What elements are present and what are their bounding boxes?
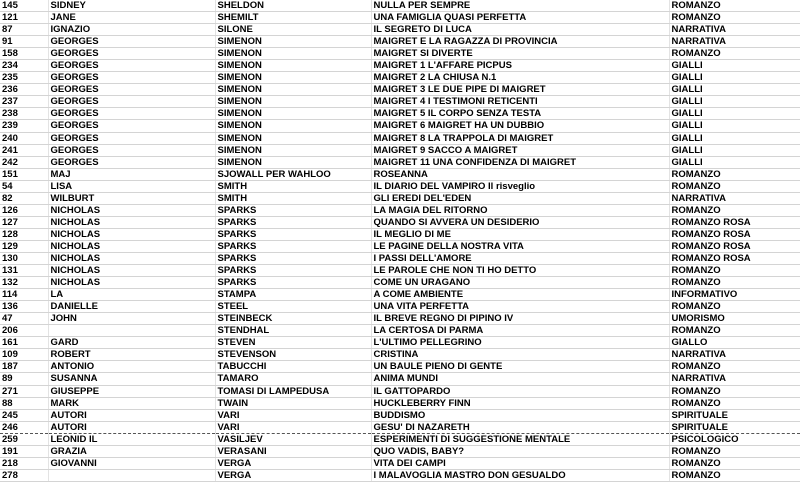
cell-last-name[interactable]: SIMENON [215,132,371,144]
cell-title[interactable]: NULLA PER SEMPRE [371,0,669,12]
cell-title[interactable]: VITA DEI CAMPI [371,457,669,469]
table-row [0,421,800,433]
cell-genre[interactable]: NARRATIVA [669,24,800,36]
cell-genre[interactable]: ROMANZO [669,265,800,277]
cell-first-name[interactable]: MAJ [48,168,215,180]
cell-title[interactable]: LA MAGIA DEL RITORNO [371,204,669,216]
cell-last-name[interactable]: SPARKS [215,277,371,289]
cell-last-name[interactable]: SIMENON [215,60,371,72]
cell-last-name[interactable]: SILONE [215,24,371,36]
cell-id[interactable]: 241 [0,144,48,156]
cell-first-name[interactable]: NICHOLAS [48,252,215,264]
cell-first-name[interactable]: AUTORI [48,421,215,433]
cell-first-name[interactable]: NICHOLAS [48,277,215,289]
cell-genre[interactable]: GIALLI [669,144,800,156]
table-row [0,180,800,192]
cell-genre[interactable]: ROMANZO [669,168,800,180]
cell-first-name[interactable]: JOHN [48,313,215,325]
table-row [0,108,800,120]
cell-last-name[interactable]: STEVENSON [215,349,371,361]
cell-first-name[interactable]: GEORGES [48,48,215,60]
cell-last-name[interactable]: SPARKS [215,252,371,264]
cell-title[interactable]: MAIGRET SI DIVERTE [371,48,669,60]
cell-genre[interactable]: GIALLI [669,156,800,168]
table-row [0,349,800,361]
cell-title[interactable]: BUDDISMO [371,409,669,421]
cell-genre[interactable]: GIALLI [669,60,800,72]
cell-title[interactable]: UN BAULE PIENO DI GENTE [371,361,669,373]
cell-id[interactable]: 88 [0,397,48,409]
cell-id[interactable]: 126 [0,204,48,216]
cell-title[interactable]: LE PAROLE CHE NON TI HO DETTO [371,265,669,277]
cell-last-name[interactable]: SJOWALL PER WAHLOO [215,168,371,180]
table-row [0,204,800,216]
cell-first-name[interactable]: NICHOLAS [48,228,215,240]
cell-genre[interactable]: NARRATIVA [669,36,800,48]
cell-genre[interactable]: NARRATIVA [669,373,800,385]
cell-id[interactable]: 114 [0,289,48,301]
table-row [0,277,800,289]
cell-first-name[interactable]: NICHOLAS [48,204,215,216]
cell-genre[interactable]: GIALLI [669,132,800,144]
table-row [0,192,800,204]
cell-id[interactable]: 240 [0,132,48,144]
table-row [0,120,800,132]
cell-first-name[interactable]: GEORGES [48,36,215,48]
cell-title[interactable]: MAIGRET 8 LA TRAPPOLA DI MAIGRET [371,132,669,144]
cell-genre[interactable]: ROMANZO ROSA [669,216,800,228]
cell-last-name[interactable]: VERASANI [215,445,371,457]
cell-id[interactable]: 242 [0,156,48,168]
table-row [0,373,800,385]
table-row [0,72,800,84]
table-row [0,36,800,48]
cell-id[interactable]: 130 [0,252,48,264]
cell-last-name[interactable]: SIMENON [215,48,371,60]
cell-genre[interactable]: ROMANZO [669,180,800,192]
table-row [0,24,800,36]
cell-id[interactable]: 109 [0,349,48,361]
cell-last-name[interactable]: STEVEN [215,337,371,349]
table-row [0,0,800,12]
cell-first-name[interactable]: NICHOLAS [48,265,215,277]
cell-title[interactable]: QUANDO SI AVVERA UN DESIDERIO [371,216,669,228]
cell-genre[interactable]: ROMANZO ROSA [669,228,800,240]
cell-title[interactable]: UNA VITA PERFETTA [371,301,669,313]
cell-last-name[interactable]: SPARKS [215,216,371,228]
cell-title[interactable]: ESPERIMENTI DI SUGGESTIONE MENTALE [371,433,669,445]
cell-id[interactable]: 89 [0,373,48,385]
cell-last-name[interactable]: SPARKS [215,204,371,216]
cell-last-name[interactable]: STENDHAL [215,325,371,337]
table-row [0,168,800,180]
cell-title[interactable]: MAIGRET 11 UNA CONFIDENZA DI MAIGRET [371,156,669,168]
table-row [0,12,800,24]
cell-id[interactable]: 206 [0,325,48,337]
cell-genre[interactable]: ROMANZO [669,397,800,409]
cell-genre[interactable]: ROMANZO [669,12,800,24]
cell-title[interactable]: IL SEGRETO DI LUCA [371,24,669,36]
cell-title[interactable]: MAIGRET 3 LE DUE PIPE DI MAIGRET [371,84,669,96]
table-row [0,397,800,409]
cell-last-name[interactable]: SIMENON [215,120,371,132]
cell-title[interactable]: IL DIARIO DEL VAMPIRO Il risveglio [371,180,669,192]
cell-last-name[interactable]: TAMARO [215,373,371,385]
cell-genre[interactable]: UMORISMO [669,313,800,325]
cell-first-name[interactable]: NICHOLAS [48,216,215,228]
cell-first-name[interactable]: MARK [48,397,215,409]
table-row [0,132,800,144]
table-row [0,301,800,313]
table-row [0,433,800,445]
cell-last-name[interactable]: TABUCCHI [215,361,371,373]
cell-first-name[interactable]: NICHOLAS [48,240,215,252]
cell-genre[interactable]: PSICOLOGICO [669,433,800,445]
cell-genre[interactable]: ROMANZO [669,469,800,481]
cell-first-name[interactable]: IGNAZIO [48,24,215,36]
cell-genre[interactable]: SPIRITUALE [669,421,800,433]
table-row [0,84,800,96]
table-row [0,144,800,156]
cell-first-name[interactable]: GEORGES [48,132,215,144]
cell-first-name[interactable]: AUTORI [48,409,215,421]
cell-genre[interactable]: ROMANZO [669,457,800,469]
cell-id[interactable]: 278 [0,469,48,481]
cell-title[interactable]: IL BREVE REGNO DI PIPINO IV [371,313,669,325]
cell-genre[interactable]: GIALLI [669,72,800,84]
cell-id[interactable]: 238 [0,108,48,120]
cell-genre[interactable]: ROMANZO [669,361,800,373]
cell-title[interactable]: MAIGRET E LA RAGAZZA DI PROVINCIA [371,36,669,48]
cell-first-name[interactable]: GIUSEPPE [48,385,215,397]
cell-id[interactable]: 54 [0,180,48,192]
table-row [0,48,800,60]
cell-first-name[interactable]: GRAZIA [48,445,215,457]
cell-title[interactable]: GLI EREDI DEL'EDEN [371,192,669,204]
cell-genre[interactable]: SPIRITUALE [669,409,800,421]
cell-first-name[interactable]: SUSANNA [48,373,215,385]
cell-id[interactable]: 129 [0,240,48,252]
cell-id[interactable]: 235 [0,72,48,84]
cell-id[interactable]: 271 [0,385,48,397]
cell-first-name[interactable]: GEORGES [48,72,215,84]
cell-first-name[interactable]: GEORGES [48,60,215,72]
cell-last-name[interactable]: STAMPA [215,289,371,301]
cell-genre[interactable]: ROMANZO [669,48,800,60]
cell-id[interactable]: 145 [0,0,48,12]
cell-first-name[interactable]: ANTONIO [48,361,215,373]
table-row [0,265,800,277]
cell-id[interactable]: 187 [0,361,48,373]
cell-title[interactable]: A COME AMBIENTE [371,289,669,301]
cell-id[interactable]: 191 [0,445,48,457]
table-row [0,240,800,252]
cell-last-name[interactable]: SHEMILT [215,12,371,24]
table-row [0,361,800,373]
cell-genre[interactable]: ROMANZO [669,385,800,397]
cell-first-name[interactable]: JANE [48,12,215,24]
cell-title[interactable]: MAIGRET 5 IL CORPO SENZA TESTA [371,108,669,120]
cell-id[interactable]: 91 [0,36,48,48]
cell-last-name[interactable]: SPARKS [215,228,371,240]
cell-genre[interactable]: ROMANZO [669,277,800,289]
cell-last-name[interactable]: VASILJEV [215,433,371,445]
cell-genre[interactable]: INFORMATIVO [669,289,800,301]
cell-first-name[interactable]: LISA [48,180,215,192]
cell-last-name[interactable]: VARI [215,421,371,433]
cell-last-name[interactable]: SIMENON [215,84,371,96]
table-row [0,445,800,457]
cell-title[interactable]: ROSEANNA [371,168,669,180]
cell-first-name[interactable]: ROBERT [48,349,215,361]
cell-first-name[interactable]: LA [48,289,215,301]
cell-genre[interactable]: NARRATIVA [669,192,800,204]
cell-genre[interactable]: ROMANZO [669,204,800,216]
cell-id[interactable]: 218 [0,457,48,469]
cell-genre[interactable]: ROMANZO [669,445,800,457]
cell-last-name[interactable]: VARI [215,409,371,421]
cell-genre[interactable]: ROMANZO ROSA [669,240,800,252]
cell-id[interactable]: 132 [0,277,48,289]
cell-id[interactable]: 127 [0,216,48,228]
cell-last-name[interactable]: STEEL [215,301,371,313]
cell-title[interactable]: COME UN URAGANO [371,277,669,289]
table-row [0,457,800,469]
cell-genre[interactable]: GIALLI [669,96,800,108]
cell-genre[interactable]: ROMANZO [669,0,800,12]
cell-genre[interactable]: GIALLI [669,120,800,132]
cell-first-name[interactable]: GEORGES [48,156,215,168]
cell-first-name[interactable]: LEONID IL [48,433,215,445]
cell-title[interactable]: MAIGRET 6 MAIGRET HA UN DUBBIO [371,120,669,132]
cell-title[interactable]: I MALAVOGLIA MASTRO DON GESUALDO [371,469,669,481]
table-row [0,156,800,168]
cell-last-name[interactable]: SPARKS [215,240,371,252]
cell-title[interactable]: I PASSI DELL'AMORE [371,252,669,264]
cell-title[interactable]: ANIMA MUNDI [371,373,669,385]
cell-first-name[interactable]: GEORGES [48,84,215,96]
cell-title[interactable]: HUCKLEBERRY FINN [371,397,669,409]
cell-id[interactable]: 136 [0,301,48,313]
table-row [0,216,800,228]
cell-id[interactable]: 128 [0,228,48,240]
cell-last-name[interactable]: SIMENON [215,96,371,108]
cell-title[interactable]: LA CERTOSA DI PARMA [371,325,669,337]
table-row [0,409,800,421]
table-row [0,385,800,397]
cell-title[interactable]: LE PAGINE DELLA NOSTRA VITA [371,240,669,252]
cell-title[interactable]: L'ULTIMO PELLEGRINO [371,337,669,349]
cell-last-name[interactable]: SPARKS [215,265,371,277]
cell-genre[interactable]: GIALLI [669,84,800,96]
cell-title[interactable]: MAIGRET 1 L'AFFARE PICPUS [371,60,669,72]
cell-id[interactable]: 121 [0,12,48,24]
cell-genre[interactable]: NARRATIVA [669,349,800,361]
cell-last-name[interactable]: SIMENON [215,36,371,48]
cell-title[interactable]: GESU' DI NAZARETH [371,421,669,433]
table-row [0,252,800,264]
cell-id[interactable]: 158 [0,48,48,60]
cell-last-name[interactable]: STEINBECK [215,313,371,325]
cell-title[interactable]: CRISTINA [371,349,669,361]
cell-genre[interactable]: GIALLI [669,108,800,120]
cell-first-name[interactable] [48,469,215,481]
cell-title[interactable]: MAIGRET 2 LA CHIUSA N.1 [371,72,669,84]
cell-genre[interactable]: ROMANZO ROSA [669,252,800,264]
table-row [0,60,800,72]
cell-title[interactable]: IL MEGLIO DI ME [371,228,669,240]
table-row [0,228,800,240]
cell-title[interactable]: MAIGRET 9 SACCO A MAIGRET [371,144,669,156]
cell-first-name[interactable]: GEORGES [48,144,215,156]
table-row [0,289,800,301]
cell-last-name[interactable]: TOMASI DI LAMPEDUSA [215,385,371,397]
cell-id[interactable]: 259 [0,433,48,445]
cell-last-name[interactable]: SHELDON [215,0,371,12]
cell-last-name[interactable]: SIMENON [215,72,371,84]
cell-first-name[interactable]: WILBURT [48,192,215,204]
cell-title[interactable]: UNA FAMIGLIA QUASI PERFETTA [371,12,669,24]
table-row [0,313,800,325]
cell-first-name[interactable]: DANIELLE [48,301,215,313]
cell-id[interactable]: 82 [0,192,48,204]
cell-id[interactable]: 161 [0,337,48,349]
cell-id[interactable]: 236 [0,84,48,96]
cell-first-name[interactable]: GARD [48,337,215,349]
cell-first-name[interactable]: SIDNEY [48,0,215,12]
cell-first-name[interactable]: GEORGES [48,120,215,132]
cell-last-name[interactable]: SIMENON [215,156,371,168]
cell-last-name[interactable]: SMITH [215,180,371,192]
cell-id[interactable]: 131 [0,265,48,277]
cell-last-name[interactable]: SIMENON [215,108,371,120]
cell-id[interactable]: 239 [0,120,48,132]
cell-id[interactable]: 246 [0,421,48,433]
cell-id[interactable]: 47 [0,313,48,325]
cell-id[interactable]: 151 [0,168,48,180]
cell-id[interactable]: 237 [0,96,48,108]
cell-last-name[interactable]: SIMENON [215,144,371,156]
cell-last-name[interactable]: SMITH [215,192,371,204]
cell-id[interactable]: 87 [0,24,48,36]
cell-genre[interactable]: ROMANZO [669,325,800,337]
cell-id[interactable]: 234 [0,60,48,72]
table-row [0,96,800,108]
cell-genre[interactable]: ROMANZO [669,301,800,313]
cell-title[interactable]: MAIGRET 4 I TESTIMONI RETICENTI [371,96,669,108]
cell-title[interactable]: QUO VADIS, BABY? [371,445,669,457]
cell-title[interactable]: IL GATTOPARDO [371,385,669,397]
cell-first-name[interactable] [48,325,215,337]
cell-last-name[interactable]: VERGA [215,469,371,481]
cell-genre[interactable]: GIALLO [669,337,800,349]
table-row [0,469,800,481]
cell-last-name[interactable]: TWAIN [215,397,371,409]
table-row [0,337,800,349]
cell-first-name[interactable]: GIOVANNI [48,457,215,469]
table-row [0,325,800,337]
cell-first-name[interactable]: GEORGES [48,96,215,108]
cell-last-name[interactable]: VERGA [215,457,371,469]
cell-first-name[interactable]: GEORGES [48,108,215,120]
cell-id[interactable]: 245 [0,409,48,421]
